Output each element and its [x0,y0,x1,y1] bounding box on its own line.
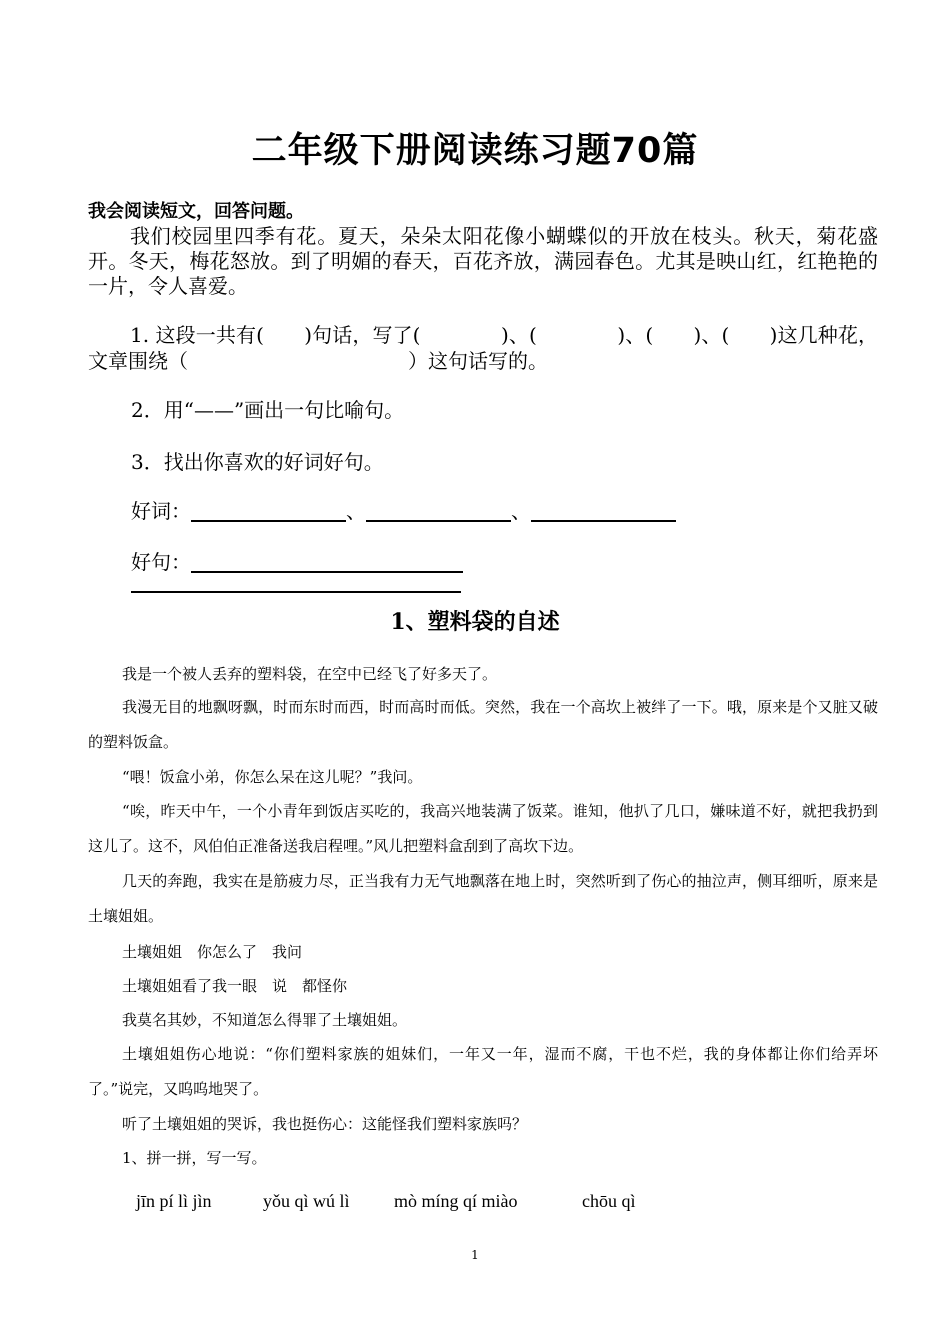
question-3: 3．找出你喜欢的好词好句。 [131,450,384,474]
separator: 、 [511,499,531,523]
story-paragraph: 我漫无目的地飘呀飘，时而东时而西，时而高时而低。突然，我在一个高坎上被绊了一下。哦，原来是个又脏又破的塑料饭盒。 [88,698,878,751]
pinyin-item: jīn pí lì jìn [136,1191,212,1211]
answer-blank[interactable] [191,551,463,573]
story-paragraph: 我是一个被人丢弃的塑料袋，在空中已经飞了好多天了。 [122,665,498,683]
pinyin-item: chōu qì [582,1191,636,1211]
good-words-row [131,498,676,524]
intro-heading: 我会阅读短文，回答问题。 [88,201,304,222]
page-number: 1 [471,1248,479,1262]
story-paragraph: “喂！饭盒小弟，你怎么呆在这儿呢？”我问。 [122,768,423,786]
story-paragraph: 几天的奔跑，我实在是筋疲力尽，正当我有力无气地飘落在地上时，突然听到了伤心的抽泣声，侧耳细听，原来是土壤姐姐。 [88,872,878,925]
separator: 、 [346,499,366,523]
answer-blank[interactable] [531,500,676,522]
question-1: 1. 这段一共有( )句话，写了( )、( )、( )、( )这几种花，文章围绕（ ）这句话写的。 [88,323,878,373]
exercise-heading: 1、拼一拼，写一写。 [122,1149,267,1167]
story-paragraph: 听了土壤姐姐的哭诉，我也挺伤心：这能怪我们塑料家族吗？ [122,1115,528,1133]
story-paragraph: 土壤姐姐伤心地说：“你们塑料家族的姐妹们，一年又一年，湿而不腐，干也不烂，我的身体都让你们给弄坏了。”说完，又呜呜地哭了。 [88,1045,878,1098]
story-title: 1、塑料袋的自述 [390,609,560,635]
good-words-label: 好词： [131,499,191,523]
intro-passage: 我们校园里四季有花。夏天，朵朵太阳花像小蝴蝶似的开放在枝头。秋天，菊花盛开。冬天，梅花怒放。到了明媚的春天，百花齐放，满园春色。尤其是映山红，红艳艳的一片，令人喜爱。 [88,224,878,298]
pinyin-row [136,1186,636,1216]
answer-line[interactable] [131,591,461,593]
story-paragraph: “唉，昨天中午，一个小青年到饭店买吃的，我高兴地装满了饭菜。谁知，他扒了几口，嫌味道不好，就把我扔到这儿了。这不，风伯伯正准备送我启程哩。”风儿把塑料盒刮到了高坎下边。 [88,802,878,855]
pinyin-item: mò míng qí miào [394,1191,518,1211]
answer-blank[interactable] [366,500,511,522]
story-paragraph: 我莫名其妙，不知道怎么得罪了土壤姐姐。 [122,1011,408,1029]
question-2: 2．用“——”画出一句比喻句。 [131,398,405,422]
page-title: 二年级下册阅读练习题70篇 [251,131,699,171]
story-paragraph: 土壤姐姐看了我一眼 说 都怪你 [122,977,348,995]
good-sentence-label: 好句： [131,550,191,574]
answer-blank[interactable] [191,500,346,522]
pinyin-item: yǒu qì wú lì [263,1191,350,1211]
story-paragraph: 土壤姐姐 你怎么了 我问 [122,943,303,961]
good-sentence-row [131,549,463,575]
